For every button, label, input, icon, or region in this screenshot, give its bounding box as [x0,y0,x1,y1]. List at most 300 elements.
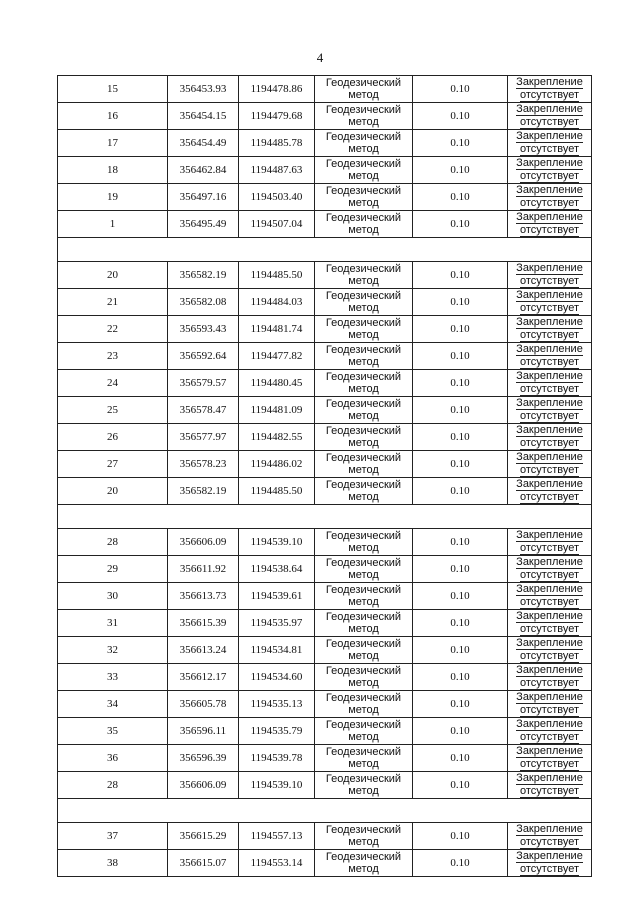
precision-cell: 0.10 [413,289,508,316]
fixing-text-line: отсутствует [519,329,579,341]
table-row [58,583,592,610]
point-number-cell: 26 [58,424,168,451]
precision-cell: 0.10 [413,850,508,877]
method-text-line: метод [348,89,379,101]
method-text-line: метод [348,491,379,503]
table-row [58,370,592,397]
fixing-text-line: отсутствует [519,785,579,797]
fixing-status-cell [508,130,592,157]
table-row [58,157,592,184]
table-row [58,424,592,451]
precision-cell: 0.10 [413,691,508,718]
coordinates-table-body [58,76,592,877]
method-text-line: метод [348,731,379,743]
fixing-status-cell [508,529,592,556]
method-cell [315,184,413,211]
y-coordinate-cell: 1194487.63 [239,157,315,184]
method-text-line: метод [348,302,379,314]
x-coordinate-cell: 356596.11 [168,718,239,745]
method-text-line: метод [348,224,379,236]
table-row [58,184,592,211]
precision-cell: 0.10 [413,76,508,103]
point-number-cell: 36 [58,745,168,772]
table-row [58,745,592,772]
method-text-line: метод [348,650,379,662]
method-text-line: метод [348,383,379,395]
fixing-text-line: Закрепление [516,451,583,463]
method-cell [315,583,413,610]
x-coordinate-cell: 356462.84 [168,157,239,184]
fixing-status-cell [508,397,592,424]
y-coordinate-cell: 1194534.81 [239,637,315,664]
method-cell [315,76,413,103]
point-number-cell: 31 [58,610,168,637]
fixing-status-cell [508,664,592,691]
table-row [58,262,592,289]
fixing-status-cell [508,316,592,343]
method-cell [315,211,413,238]
fixing-status-cell [508,850,592,877]
fixing-text-line: отсутствует [519,437,579,449]
fixing-text-line: отсутствует [519,89,579,101]
x-coordinate-cell: 356615.29 [168,823,239,850]
fixing-text-line: отсутствует [519,704,579,716]
method-text-line: Геодезический [325,425,402,437]
table-row [58,664,592,691]
method-cell [315,370,413,397]
table-row [58,478,592,505]
fixing-text-line: Закрепление [516,691,583,703]
table-row [58,529,592,556]
x-coordinate-cell: 356582.19 [168,262,239,289]
method-cell [315,718,413,745]
fixing-text-line: Закрепление [516,556,583,568]
fixing-status-cell [508,451,592,478]
table-row [58,823,592,850]
fixing-text-line: отсутствует [519,596,579,608]
precision-cell: 0.10 [413,610,508,637]
y-coordinate-cell: 1194486.02 [239,451,315,478]
point-number-cell: 30 [58,583,168,610]
method-text-line: метод [348,569,379,581]
method-text-line: метод [348,677,379,689]
group-separator-cell [58,799,592,823]
point-number-cell: 38 [58,850,168,877]
method-cell [315,343,413,370]
fixing-text-line: Закрепление [516,424,583,436]
fixing-text-line: Закрепление [516,184,583,196]
y-coordinate-cell: 1194535.13 [239,691,315,718]
fixing-text-line: Закрепление [516,76,583,88]
method-text-line: Геодезический [325,158,402,170]
method-cell [315,130,413,157]
precision-cell: 0.10 [413,637,508,664]
table-row [58,211,592,238]
fixing-text-line: отсутствует [519,410,579,422]
fixing-status-cell [508,478,592,505]
table-row [58,772,592,799]
point-number-cell: 33 [58,664,168,691]
x-coordinate-cell: 356613.73 [168,583,239,610]
method-text-line: метод [348,437,379,449]
fixing-status-cell [508,289,592,316]
fixing-status-cell [508,745,592,772]
method-text-line: Геодезический [325,851,402,863]
fixing-text-line: Закрепление [516,610,583,622]
y-coordinate-cell: 1194539.78 [239,745,315,772]
fixing-text-line: отсутствует [519,491,579,503]
method-cell [315,103,413,130]
precision-cell: 0.10 [413,664,508,691]
fixing-status-cell [508,556,592,583]
x-coordinate-cell: 356582.08 [168,289,239,316]
x-coordinate-cell: 356596.39 [168,745,239,772]
fixing-text-line: Закрепление [516,637,583,649]
fixing-text-line: Закрепление [516,478,583,490]
method-text-line: метод [348,758,379,770]
fixing-status-cell [508,718,592,745]
fixing-text-line: отсутствует [519,302,579,314]
x-coordinate-cell: 356592.64 [168,343,239,370]
method-cell [315,316,413,343]
y-coordinate-cell: 1194535.97 [239,610,315,637]
fixing-text-line: Закрепление [516,103,583,115]
fixing-status-cell [508,424,592,451]
point-number-cell: 18 [58,157,168,184]
table-row [58,289,592,316]
fixing-status-cell [508,157,592,184]
x-coordinate-cell: 356497.16 [168,184,239,211]
fixing-text-line: Закрепление [516,343,583,355]
fixing-text-line: отсутствует [519,116,579,128]
fixing-text-line: Закрепление [516,664,583,676]
method-text-line: метод [348,596,379,608]
fixing-text-line: отсутствует [519,224,579,236]
method-cell [315,556,413,583]
point-number-cell: 23 [58,343,168,370]
x-coordinate-cell: 356454.15 [168,103,239,130]
precision-cell: 0.10 [413,772,508,799]
page-number: 4 [316,50,324,65]
precision-cell: 0.10 [413,262,508,289]
method-text-line: метод [348,143,379,155]
x-coordinate-cell: 356577.97 [168,424,239,451]
fixing-text-line: Закрепление [516,745,583,757]
y-coordinate-cell: 1194477.82 [239,343,315,370]
point-number-cell: 16 [58,103,168,130]
method-text-line: метод [348,623,379,635]
table-row [58,451,592,478]
coordinates-table [57,75,592,877]
table-row [58,130,592,157]
point-number-cell: 21 [58,289,168,316]
method-cell [315,745,413,772]
point-number-cell: 28 [58,529,168,556]
fixing-text-line: Закрепление [516,772,583,784]
y-coordinate-cell: 1194557.13 [239,823,315,850]
fixing-status-cell [508,211,592,238]
fixing-text-line: отсутствует [519,464,579,476]
fixing-status-cell [508,184,592,211]
method-cell [315,529,413,556]
method-text-line: Геодезический [325,104,402,116]
table-row [58,316,592,343]
y-coordinate-cell: 1194478.86 [239,76,315,103]
fixing-status-cell [508,343,592,370]
table-row [58,76,592,103]
fixing-text-line: отсутствует [519,356,579,368]
method-text-line: Геодезический [325,746,402,758]
fixing-text-line: Закрепление [516,316,583,328]
x-coordinate-cell: 356495.49 [168,211,239,238]
method-text-line: Геодезический [325,317,402,329]
x-coordinate-cell: 356606.09 [168,772,239,799]
table-row [58,691,592,718]
y-coordinate-cell: 1194539.61 [239,583,315,610]
method-text-line: Геодезический [325,212,402,224]
point-number-cell: 20 [58,478,168,505]
fixing-text-line: отсутствует [519,731,579,743]
method-text-line: Геодезический [325,131,402,143]
fixing-text-line: отсутствует [519,677,579,689]
x-coordinate-cell: 356611.92 [168,556,239,583]
group-separator-row [58,238,592,262]
fixing-text-line: отсутствует [519,569,579,581]
y-coordinate-cell: 1194538.64 [239,556,315,583]
point-number-cell: 28 [58,772,168,799]
method-text-line: метод [348,542,379,554]
method-text-line: метод [348,329,379,341]
y-coordinate-cell: 1194485.50 [239,262,315,289]
fixing-status-cell [508,637,592,664]
x-coordinate-cell: 356615.07 [168,850,239,877]
method-text-line: метод [348,275,379,287]
y-coordinate-cell: 1194485.78 [239,130,315,157]
fixing-text-line: Закрепление [516,211,583,223]
x-coordinate-cell: 356579.57 [168,370,239,397]
fixing-status-cell [508,583,592,610]
method-text-line: метод [348,356,379,368]
point-number-cell: 27 [58,451,168,478]
method-text-line: Геодезический [325,77,402,89]
y-coordinate-cell: 1194539.10 [239,529,315,556]
precision-cell: 0.10 [413,103,508,130]
fixing-status-cell [508,76,592,103]
fixing-text-line: отсутствует [519,650,579,662]
table-row [58,103,592,130]
point-number-cell: 29 [58,556,168,583]
y-coordinate-cell: 1194503.40 [239,184,315,211]
x-coordinate-cell: 356615.39 [168,610,239,637]
precision-cell: 0.10 [413,424,508,451]
precision-cell: 0.10 [413,478,508,505]
method-text-line: Геодезический [325,824,402,836]
method-text-line: Геодезический [325,557,402,569]
y-coordinate-cell: 1194480.45 [239,370,315,397]
x-coordinate-cell: 356613.24 [168,637,239,664]
y-coordinate-cell: 1194535.79 [239,718,315,745]
x-coordinate-cell: 356582.19 [168,478,239,505]
method-text-line: метод [348,785,379,797]
method-text-line: Геодезический [325,611,402,623]
method-text-line: Геодезический [325,290,402,302]
precision-cell: 0.10 [413,157,508,184]
precision-cell: 0.10 [413,130,508,157]
y-coordinate-cell: 1194481.09 [239,397,315,424]
point-number-cell: 35 [58,718,168,745]
precision-cell: 0.10 [413,316,508,343]
fixing-status-cell [508,262,592,289]
x-coordinate-cell: 356605.78 [168,691,239,718]
method-text-line: метод [348,464,379,476]
group-separator-cell [58,238,592,262]
method-text-line: Геодезический [325,530,402,542]
method-text-line: Геодезический [325,692,402,704]
method-text-line: метод [348,704,379,716]
precision-cell: 0.10 [413,184,508,211]
method-cell [315,610,413,637]
method-cell [315,289,413,316]
method-text-line: Геодезический [325,344,402,356]
method-cell [315,451,413,478]
group-separator-cell [58,505,592,529]
method-text-line: Геодезический [325,371,402,383]
point-number-cell: 15 [58,76,168,103]
method-text-line: Геодезический [325,584,402,596]
fixing-text-line: отсутствует [519,170,579,182]
y-coordinate-cell: 1194484.03 [239,289,315,316]
point-number-cell: 1 [58,211,168,238]
precision-cell: 0.10 [413,529,508,556]
fixing-text-line: отсутствует [519,383,579,395]
method-text-line: Геодезический [325,719,402,731]
fixing-text-line: отсутствует [519,275,579,287]
precision-cell: 0.10 [413,583,508,610]
method-text-line: Геодезический [325,398,402,410]
point-number-cell: 25 [58,397,168,424]
method-cell [315,424,413,451]
method-cell [315,823,413,850]
fixing-text-line: Закрепление [516,130,583,142]
fixing-text-line: отсутствует [519,623,579,635]
fixing-text-line: Закрепление [516,397,583,409]
fixing-text-line: отсутствует [519,542,579,554]
point-number-cell: 37 [58,823,168,850]
method-text-line: метод [348,197,379,209]
method-text-line: метод [348,170,379,182]
method-cell [315,772,413,799]
x-coordinate-cell: 356578.47 [168,397,239,424]
fixing-text-line: Закрепление [516,157,583,169]
y-coordinate-cell: 1194553.14 [239,850,315,877]
method-cell [315,157,413,184]
group-separator-row [58,505,592,529]
x-coordinate-cell: 356578.23 [168,451,239,478]
precision-cell: 0.10 [413,556,508,583]
fixing-text-line: Закрепление [516,583,583,595]
fixing-text-line: Закрепление [516,262,583,274]
y-coordinate-cell: 1194481.74 [239,316,315,343]
method-text-line: Геодезический [325,263,402,275]
fixing-text-line: отсутствует [519,197,579,209]
precision-cell: 0.10 [413,370,508,397]
precision-cell: 0.10 [413,451,508,478]
method-text-line: Геодезический [325,185,402,197]
method-text-line: Геодезический [325,638,402,650]
y-coordinate-cell: 1194482.55 [239,424,315,451]
fixing-status-cell [508,772,592,799]
point-number-cell: 34 [58,691,168,718]
fixing-status-cell [508,610,592,637]
x-coordinate-cell: 356612.17 [168,664,239,691]
x-coordinate-cell: 356454.49 [168,130,239,157]
precision-cell: 0.10 [413,397,508,424]
fixing-text-line: Закрепление [516,289,583,301]
method-text-line: Геодезический [325,479,402,491]
table-row [58,556,592,583]
fixing-text-line: Закрепление [516,529,583,541]
method-cell [315,397,413,424]
point-number-cell: 32 [58,637,168,664]
fixing-text-line: отсутствует [519,758,579,770]
method-text-line: метод [348,836,379,848]
y-coordinate-cell: 1194539.10 [239,772,315,799]
fixing-text-line: отсутствует [519,836,579,848]
method-cell [315,664,413,691]
y-coordinate-cell: 1194507.04 [239,211,315,238]
precision-cell: 0.10 [413,823,508,850]
method-text-line: метод [348,863,379,875]
fixing-text-line: Закрепление [516,718,583,730]
method-cell [315,691,413,718]
fixing-text-line: Закрепление [516,850,583,862]
y-coordinate-cell: 1194534.60 [239,664,315,691]
method-cell [315,478,413,505]
method-text-line: Геодезический [325,773,402,785]
method-cell [315,850,413,877]
point-number-cell: 24 [58,370,168,397]
table-row [58,397,592,424]
precision-cell: 0.10 [413,718,508,745]
fixing-text-line: Закрепление [516,370,583,382]
fixing-status-cell [508,370,592,397]
method-cell [315,262,413,289]
method-text-line: Геодезический [325,452,402,464]
group-separator-row [58,799,592,823]
fixing-text-line: отсутствует [519,863,579,875]
fixing-status-cell [508,823,592,850]
point-number-cell: 19 [58,184,168,211]
precision-cell: 0.10 [413,745,508,772]
fixing-text-line: Закрепление [516,823,583,835]
precision-cell: 0.10 [413,211,508,238]
y-coordinate-cell: 1194485.50 [239,478,315,505]
fixing-status-cell [508,691,592,718]
point-number-cell: 20 [58,262,168,289]
method-cell [315,637,413,664]
x-coordinate-cell: 356453.93 [168,76,239,103]
table-row [58,610,592,637]
table-row [58,718,592,745]
method-text-line: метод [348,410,379,422]
table-row [58,637,592,664]
x-coordinate-cell: 356593.43 [168,316,239,343]
table-row [58,850,592,877]
point-number-cell: 22 [58,316,168,343]
x-coordinate-cell: 356606.09 [168,529,239,556]
y-coordinate-cell: 1194479.68 [239,103,315,130]
precision-cell: 0.10 [413,343,508,370]
